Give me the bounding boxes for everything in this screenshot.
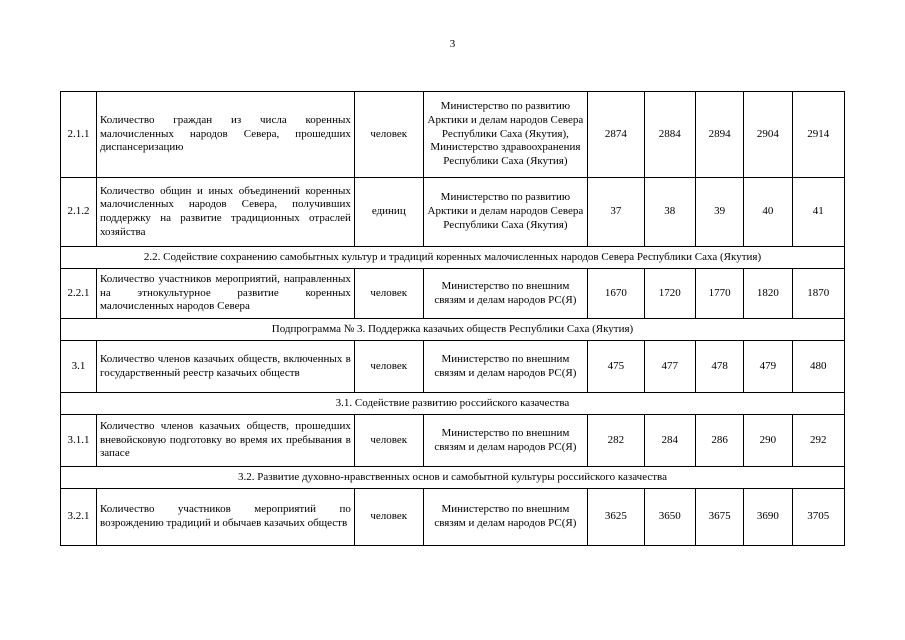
section-header-row — [61, 247, 845, 269]
indicator-value-year-5: 292 — [792, 415, 844, 467]
section-header-row — [61, 393, 845, 415]
row-number: 2.2.1 — [61, 269, 97, 319]
responsible-executor: Министерство по внешним связям и делам народов РС(Я) — [423, 341, 587, 393]
unit-of-measure: человек — [354, 92, 423, 178]
responsible-executor: Министерство по внешним связям и делам народов РС(Я) — [423, 269, 587, 319]
indicator-value-year-1: 2874 — [588, 92, 645, 178]
table-row — [61, 269, 845, 319]
table-row — [61, 178, 845, 247]
table-body — [61, 92, 845, 546]
unit-of-measure: человек — [354, 269, 423, 319]
indicator-name: Количество участников мероприятий, направленных на этнокультурное развитие коренных малочисленных народов Севера — [96, 269, 354, 319]
indicator-value-year-4: 3690 — [744, 489, 792, 546]
indicator-value-year-5: 480 — [792, 341, 844, 393]
indicator-value-year-3: 39 — [695, 178, 743, 247]
table-row — [61, 415, 845, 467]
indicator-value-year-4: 40 — [744, 178, 792, 247]
indicator-value-year-3: 478 — [695, 341, 743, 393]
responsible-executor: Министерство по развитию Арктики и делам народов Севера Республики Саха (Якутия) — [423, 178, 587, 247]
indicator-name: Количество членов казачьих обществ, включенных в государственный реестр казачьих обществ — [96, 341, 354, 393]
indicator-value-year-4: 2904 — [744, 92, 792, 178]
section-title: 3.2. Развитие духовно-нравственных основ и самобытной культуры российского казачества — [61, 467, 845, 489]
indicator-value-year-2: 1720 — [644, 269, 695, 319]
row-number: 3.2.1 — [61, 489, 97, 546]
unit-of-measure: единиц — [354, 178, 423, 247]
indicator-value-year-5: 1870 — [792, 269, 844, 319]
indicator-name: Количество участников мероприятий по возрождению традиций и обычаев казачьих обществ — [96, 489, 354, 546]
indicator-value-year-1: 282 — [588, 415, 645, 467]
indicator-value-year-5: 41 — [792, 178, 844, 247]
section-header-row — [61, 319, 845, 341]
responsible-executor: Министерство по развитию Арктики и делам народов Севера Республики Саха (Якутия), Министерство здравоохранения Республики Саха (Якутия) — [423, 92, 587, 178]
unit-of-measure: человек — [354, 341, 423, 393]
section-title: 2.2. Содействие сохранению самобытных культур и традиций коренных малочисленных народов Севера Республики Саха (Якутия) — [61, 247, 845, 269]
indicator-value-year-1: 1670 — [588, 269, 645, 319]
table-row — [61, 341, 845, 393]
indicator-value-year-3: 3675 — [695, 489, 743, 546]
indicator-name: Количество граждан из числа коренных малочисленных народов Севера, прошедших диспансеризацию — [96, 92, 354, 178]
indicator-value-year-3: 286 — [695, 415, 743, 467]
indicator-value-year-1: 475 — [588, 341, 645, 393]
row-number: 3.1 — [61, 341, 97, 393]
indicators-table — [60, 91, 845, 546]
indicator-value-year-2: 3650 — [644, 489, 695, 546]
table-row — [61, 92, 845, 178]
row-number: 2.1.1 — [61, 92, 97, 178]
indicator-value-year-2: 477 — [644, 341, 695, 393]
indicator-name: Количество членов казачьих обществ, прошедших вневойсковую подготовку во время их пребывания в запасе — [96, 415, 354, 467]
indicator-value-year-2: 38 — [644, 178, 695, 247]
page-number: 3 — [449, 38, 456, 50]
indicator-value-year-2: 284 — [644, 415, 695, 467]
section-header-row — [61, 467, 845, 489]
unit-of-measure: человек — [354, 415, 423, 467]
indicator-value-year-3: 2894 — [695, 92, 743, 178]
section-title: Подпрограмма № 3. Поддержка казачьих обществ Республики Саха (Якутия) — [61, 319, 845, 341]
responsible-executor: Министерство по внешним связям и делам народов РС(Я) — [423, 489, 587, 546]
table-row — [61, 489, 845, 546]
row-number: 3.1.1 — [61, 415, 97, 467]
row-number: 2.1.2 — [61, 178, 97, 247]
indicator-value-year-4: 479 — [744, 341, 792, 393]
unit-of-measure: человек — [354, 489, 423, 546]
indicator-value-year-5: 2914 — [792, 92, 844, 178]
indicator-value-year-1: 37 — [588, 178, 645, 247]
indicator-value-year-1: 3625 — [588, 489, 645, 546]
indicator-name: Количество общин и иных объединений коренных малочисленных народов Севера, получивших поддержку на развитие традиционных отраслей хозяйства — [96, 178, 354, 247]
indicator-value-year-5: 3705 — [792, 489, 844, 546]
responsible-executor: Министерство по внешним связям и делам народов РС(Я) — [423, 415, 587, 467]
indicator-value-year-2: 2884 — [644, 92, 695, 178]
indicator-value-year-3: 1770 — [695, 269, 743, 319]
indicator-value-year-4: 1820 — [744, 269, 792, 319]
indicator-value-year-4: 290 — [744, 415, 792, 467]
section-title: 3.1. Содействие развитию российского казачества — [61, 393, 845, 415]
